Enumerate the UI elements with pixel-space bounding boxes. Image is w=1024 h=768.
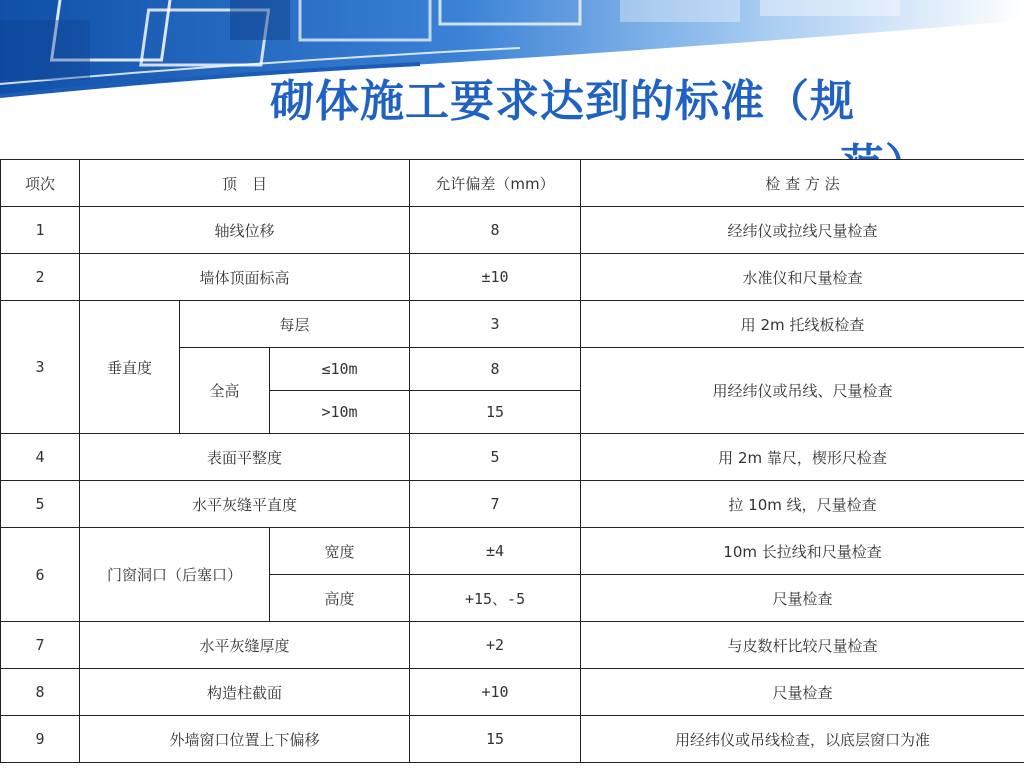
row-method: 尺量检查: [581, 575, 1024, 622]
row-method: 水准仪和尺量检查: [581, 254, 1024, 301]
row-no: 8: [1, 669, 80, 716]
table-row: [1, 481, 1024, 528]
row-no: 9: [1, 716, 80, 763]
table-row: [1, 254, 1024, 301]
row-no: 6: [1, 528, 80, 622]
row-method: 用经纬仪或吊线检查，以底层窗口为准: [581, 716, 1024, 763]
row-tolerance: ±4: [410, 528, 581, 575]
row-no: 4: [1, 434, 80, 481]
row-item: 表面平整度: [80, 434, 410, 481]
row-tolerance: 3: [410, 301, 581, 348]
row-subitem: 高度: [270, 575, 410, 622]
row-method: 与皮数杆比较尺量检查: [581, 622, 1024, 669]
header-item: 顶 目: [80, 160, 410, 207]
row-tolerance: 15: [410, 391, 581, 434]
row-tolerance: ±10: [410, 254, 581, 301]
row-item: 水平灰缝平直度: [80, 481, 410, 528]
row-no: 5: [1, 481, 80, 528]
header-no: 项次: [1, 160, 80, 207]
row-no: 2: [1, 254, 80, 301]
row-method: 用经纬仪或吊线、尺量检查: [581, 348, 1024, 434]
row-tolerance: 8: [410, 207, 581, 254]
table-row: [1, 669, 1024, 716]
row-method: 经纬仪或拉线尺量检查: [581, 207, 1024, 254]
table-row: [1, 716, 1024, 763]
row-subitem-range: >10m: [270, 391, 410, 434]
row-tolerance: 5: [410, 434, 581, 481]
row-no: 7: [1, 622, 80, 669]
row-tolerance: +10: [410, 669, 581, 716]
row-subitem: 宽度: [270, 528, 410, 575]
row-item: 构造柱截面: [80, 669, 410, 716]
row-tolerance: +15、-5: [410, 575, 581, 622]
row-tolerance: 15: [410, 716, 581, 763]
table-header-row: [1, 160, 1024, 207]
table-row: [1, 207, 1024, 254]
header-method: 检 查 方 法: [581, 160, 1024, 207]
row-method: 用 2m 托线板检查: [581, 301, 1024, 348]
table-row: [1, 528, 1024, 575]
table-row: [1, 301, 1024, 348]
row-no: 1: [1, 207, 80, 254]
row-method: 10m 长拉线和尺量检查: [581, 528, 1024, 575]
row-item: 门窗洞口（后塞口）: [80, 528, 270, 622]
table-row: [1, 622, 1024, 669]
row-subitem-range: ≤10m: [270, 348, 410, 391]
table-row: [1, 434, 1024, 481]
row-no: 3: [1, 301, 80, 434]
row-tolerance: +2: [410, 622, 581, 669]
title-line-1: 砌体施工要求达到的标准（规: [270, 76, 855, 127]
row-method: 尺量检查: [581, 669, 1024, 716]
row-subitem: 每层: [180, 301, 410, 348]
row-item: 水平灰缝厚度: [80, 622, 410, 669]
row-method: 用 2m 靠尺，楔形尺检查: [581, 434, 1024, 481]
row-tolerance: 8: [410, 348, 581, 391]
row-method: 拉 10m 线，尺量检查: [581, 481, 1024, 528]
row-tolerance: 7: [410, 481, 581, 528]
standards-table: [0, 159, 1024, 763]
row-item: 轴线位移: [80, 207, 410, 254]
header-tolerance: 允许偏差（mm）: [410, 160, 581, 207]
row-subitem: 全高: [180, 348, 270, 434]
row-item: 垂直度: [80, 301, 180, 434]
row-item: 外墙窗口位置上下偏移: [80, 716, 410, 763]
row-item: 墙体顶面标高: [80, 254, 410, 301]
